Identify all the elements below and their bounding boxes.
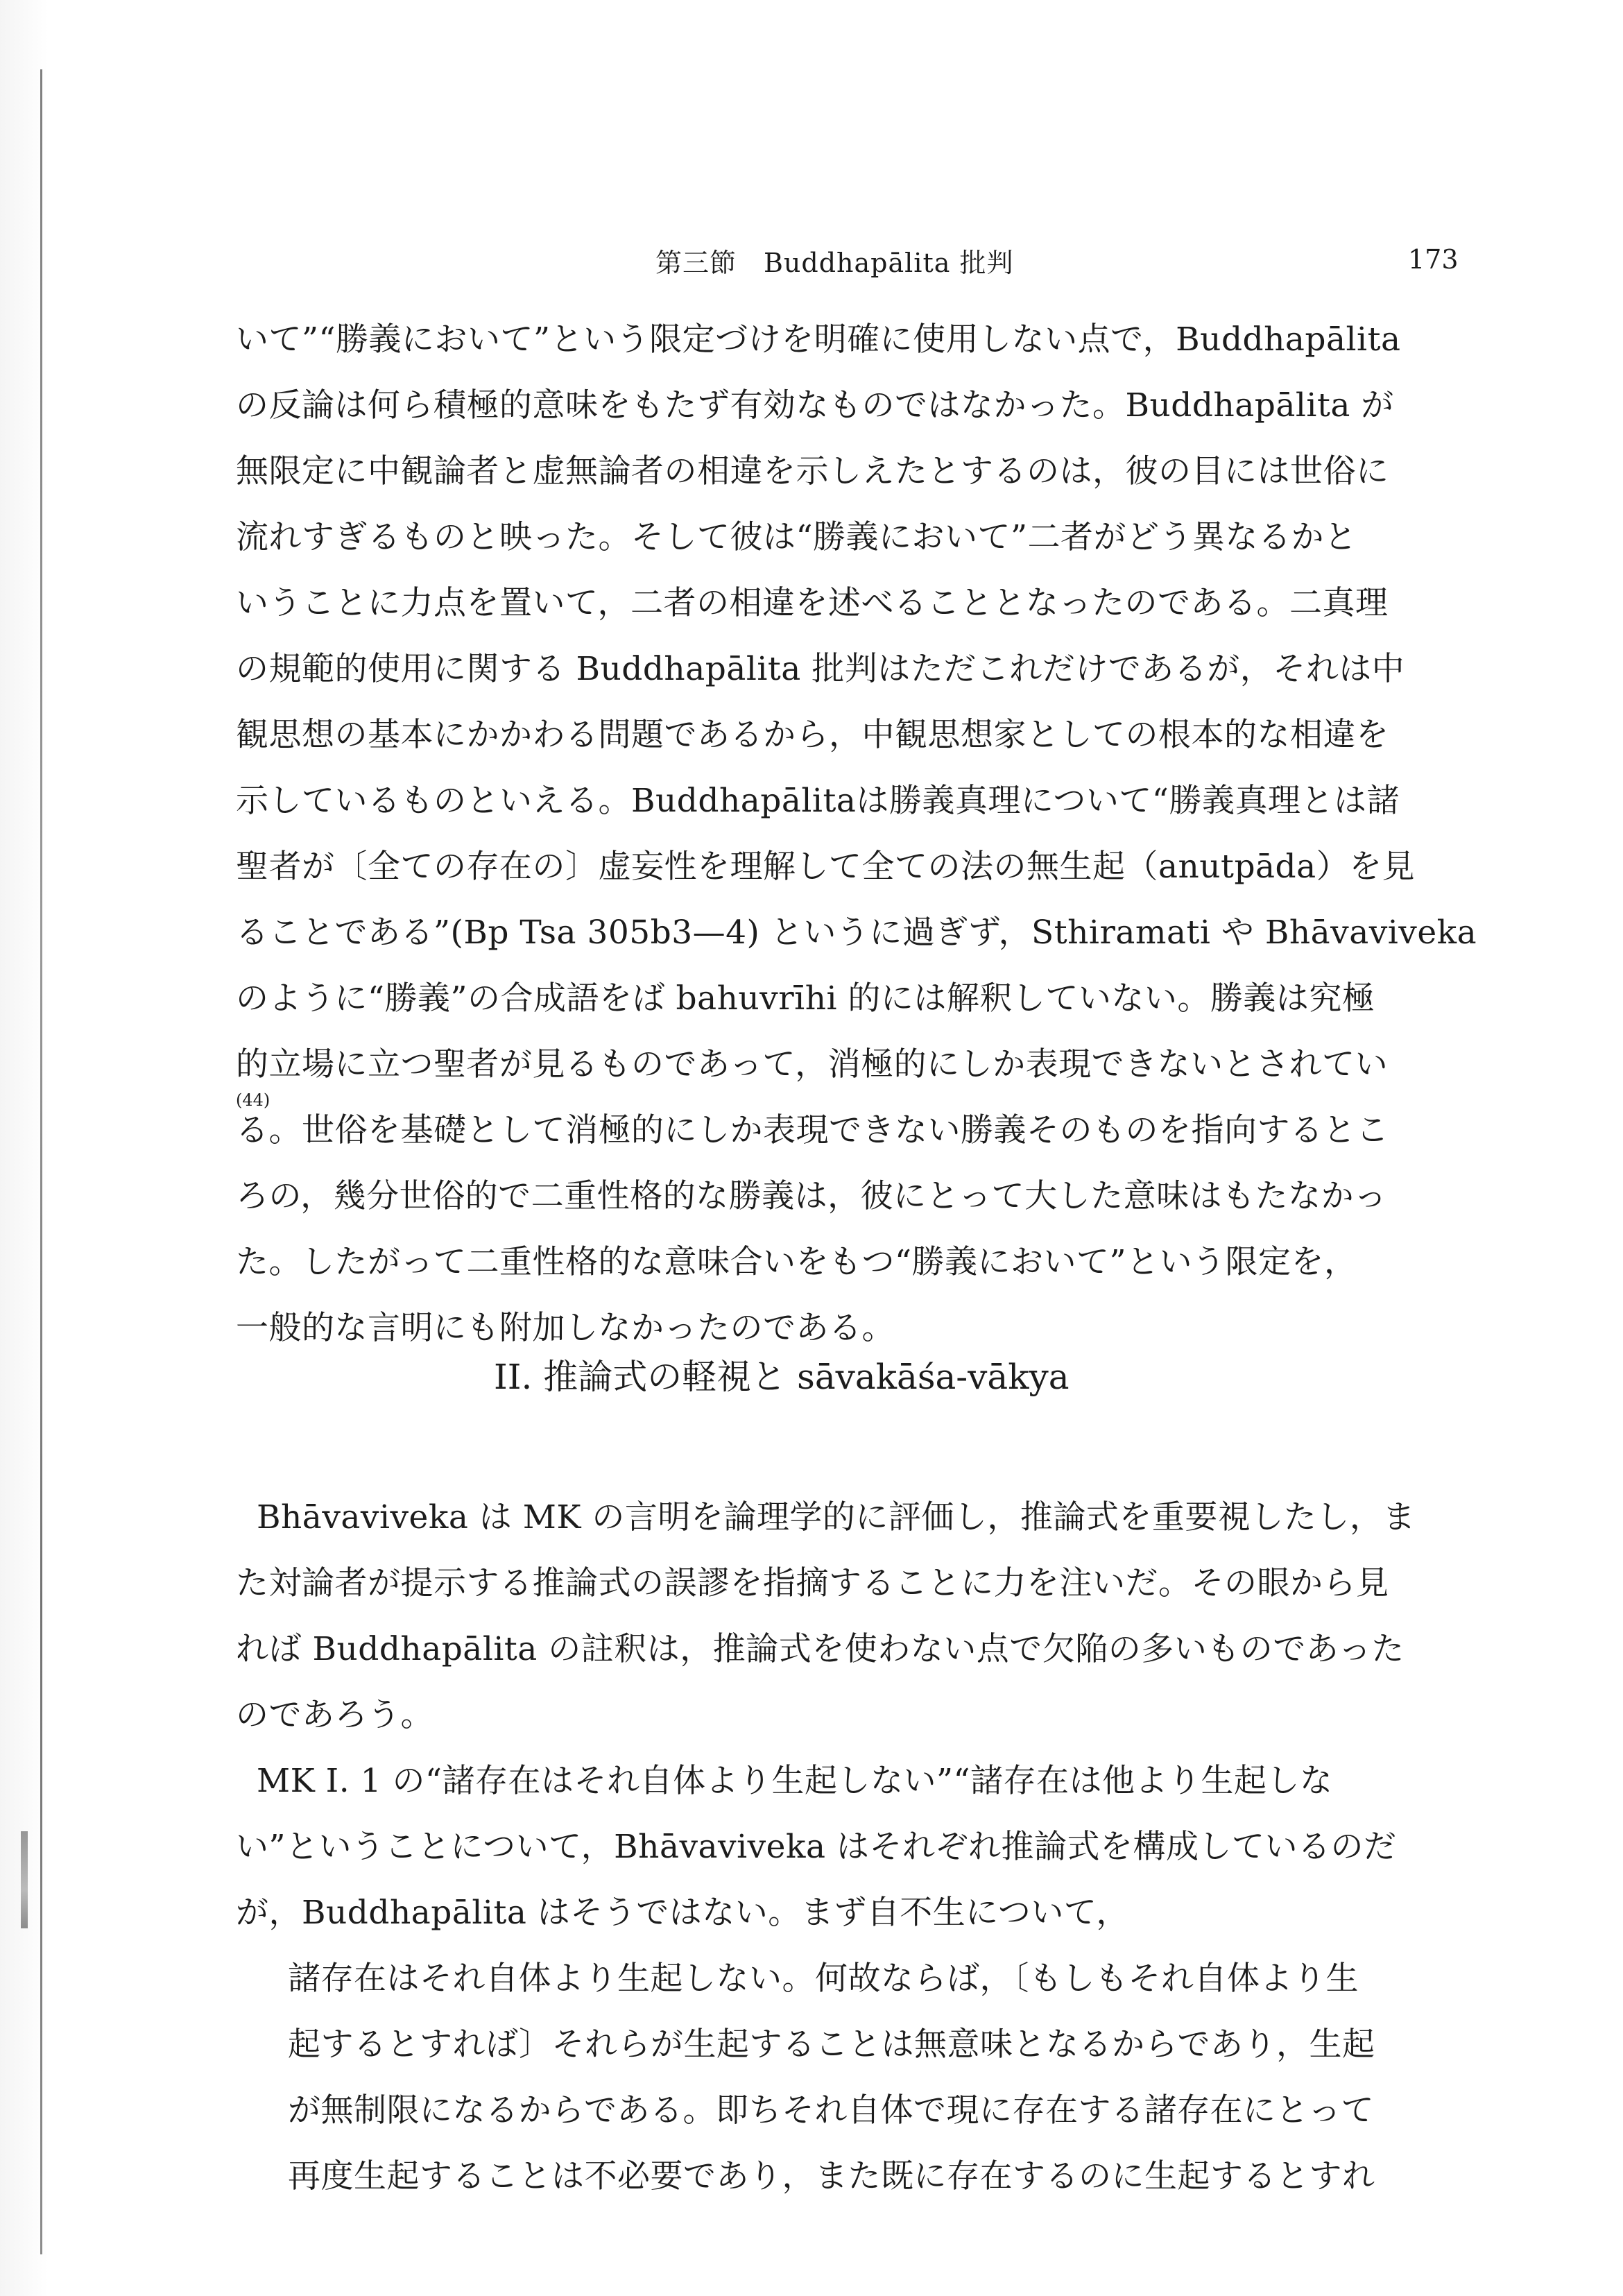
quotation-line: 諸存在はそれ自体より生起しない。何故ならば，〔もしもそれ自体より生 <box>288 1960 1359 1998</box>
paragraph-1-line: 観思想の基本にかかわる問題であるから，中観思想家としての根本的な相違を <box>236 716 1389 754</box>
paragraph-2-line: のであろう。 <box>236 1696 433 1734</box>
paragraph-1-line: いて”“勝義において”という限定づけを明確に使用しない点で，Buddhapālita <box>236 320 1401 359</box>
paragraph-2-line: Bhāvaviveka は MK の言明を論理学的に評価し，推論式を重要視したし，ま <box>257 1498 1416 1536</box>
section-heading: II. 推論式の軽視と sāvakāśa-vākya <box>494 1357 1070 1397</box>
paragraph-3-line: が，Buddhapālita はそうではない。まず自不生について， <box>236 1894 1129 1932</box>
quotation-line: が無制限になるからである。即ちそれ自体で現に存在する諸存在にとって <box>288 2091 1375 2130</box>
paragraph-1-line: の反論は何ら積極的意味をもたず有効なものではなかった。Buddhapālita が <box>236 386 1394 425</box>
paragraph-3-line: い”ということについて，Bhāvaviveka はそれぞれ推論式を構成しているのだ <box>236 1828 1397 1866</box>
paragraph-1-line: いうことに力点を置いて，二者の相違を述べることとなったのである。二真理 <box>236 584 1389 622</box>
paragraph-1-line: 流れすぎるものと映った。そして彼は“勝義において”二者がどう異なるかと <box>236 518 1357 556</box>
page-number: 173 <box>1408 244 1459 275</box>
paragraph-1-line: 一般的な言明にも附加しなかったのである。 <box>236 1309 895 1347</box>
quotation-line: 再度生起することは不必要であり，また既に存在するのに生起するとすれ <box>288 2157 1375 2195</box>
paragraph-2-line: れば Buddhapālita の註釈は，推論式を使わない点で欠陥の多いものであった <box>236 1630 1405 1668</box>
paragraph-1-line: 無限定に中観論者と虚無論者の相違を示しえたとするのは，彼の目には世俗に <box>236 452 1389 490</box>
paragraph-1-line: 示しているものといえる。Buddhapālitaは勝義真理について“勝義真理とは諸 <box>236 782 1400 820</box>
paragraph-1-line: のように“勝義”の合成語をば bahuvrīhi 的には解釈していない。勝義は究極 <box>236 979 1375 1018</box>
paragraph-1-line: 的立場に立つ聖者が見るものであって，消極的にしか表現できないとされてい <box>236 1045 1389 1083</box>
paragraph-1-line: の規範的使用に関する Buddhapālita 批判はただこれだけであるが，それは中 <box>236 650 1405 688</box>
paragraph-1-line: 聖者が〔全ての存在の〕虚妄性を理解して全ての法の無生起（anutpāda）を見 <box>236 848 1416 886</box>
paragraph-1-line: ろの，幾分世俗的で二重性格的な勝義は，彼にとって大した意味はもたなかっ <box>236 1177 1387 1215</box>
paragraph-2-line: た対論者が提示する推論式の誤謬を指摘することに力を注いだ。その眼から見 <box>236 1564 1389 1602</box>
scan-edge-mark <box>21 1831 28 1928</box>
footnote-mark: (44) <box>236 1090 270 1110</box>
paragraph-3-line: MK I. 1 の“諸存在はそれ自体より生起しない”“諸存在は他より生起しな <box>257 1762 1333 1800</box>
paragraph-1-line: ることである”(Bp Tsa 305b3—4) というに過ぎず，Sthiramati や Bhāvaviveka <box>236 914 1477 952</box>
paragraph-1-line: る。世俗を基礎として消極的にしか表現できない勝義そのものを指向するとこ <box>236 1111 1389 1149</box>
running-title: 第三節 Buddhapālita 批判 <box>655 248 1014 278</box>
quotation-line: 起するとすれば〕それらが生起することは無意味となるからであり，生起 <box>288 2025 1375 2064</box>
scan-edge-line <box>40 69 42 2254</box>
paragraph-1-line: た。したがって二重性格的な意味合いをもつ“勝義において”という限定を， <box>236 1243 1357 1281</box>
